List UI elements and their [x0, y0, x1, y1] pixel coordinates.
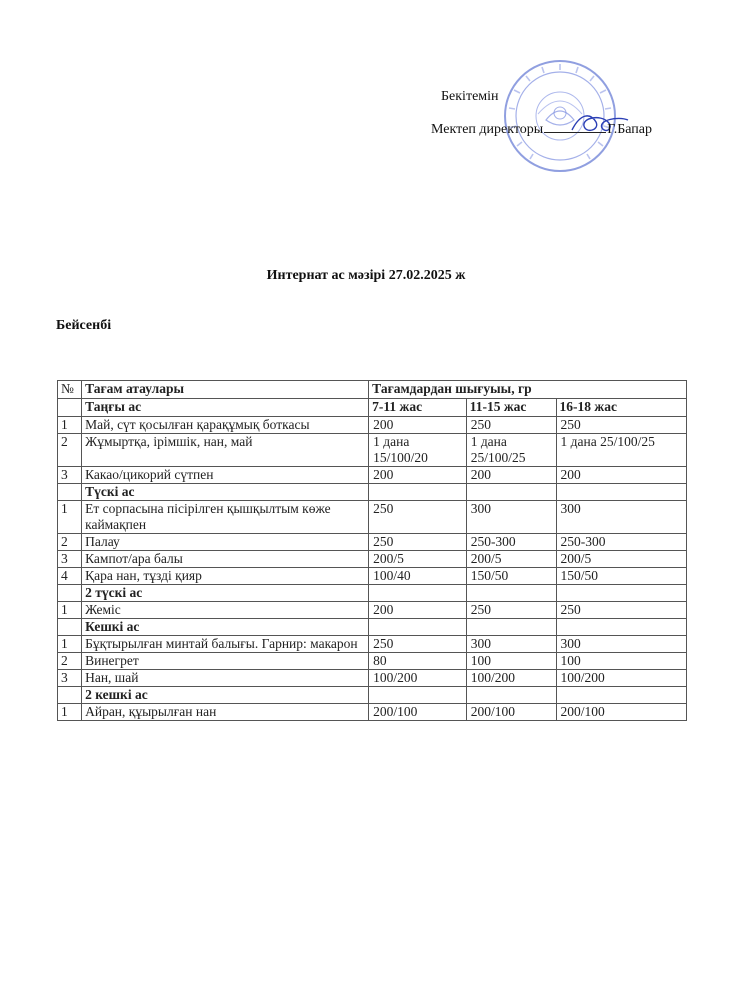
- meal-section-row: [58, 585, 687, 602]
- table-row: [58, 568, 687, 585]
- portion-7-11: 100/40: [369, 568, 467, 585]
- table-row: [58, 602, 687, 619]
- portion-7-11: 200/100: [369, 704, 467, 721]
- table-row: [58, 670, 687, 687]
- portion-11-15: 150/50: [466, 568, 556, 585]
- table-row: [58, 653, 687, 670]
- table-row: [58, 467, 687, 484]
- weekday-label: Бейсенбі: [56, 318, 112, 333]
- portion-11-15: 250: [466, 417, 556, 434]
- director-line: [431, 120, 652, 138]
- row-number: 3: [58, 467, 82, 484]
- signature-line: [544, 120, 606, 133]
- approve-word: Бекітемін: [441, 89, 499, 104]
- portion-7-11: 200: [369, 467, 467, 484]
- header-number: №: [58, 381, 82, 399]
- row-number: 1: [58, 417, 82, 434]
- header-dish-names: Тағам атаулары: [82, 381, 369, 399]
- meal-name: Түскі ас: [82, 484, 369, 501]
- dish-name: Айран, құырылған нан: [82, 704, 369, 721]
- portion-11-15: 200/5: [466, 551, 556, 568]
- document-title: Интернат ас мәзірі 27.02.2025 ж: [266, 268, 466, 283]
- row-number: 4: [58, 568, 82, 585]
- portion-11-15: 100: [466, 653, 556, 670]
- portion-11-15: 300: [466, 501, 556, 534]
- table-row: [58, 417, 687, 434]
- dish-name: Бұқтырылған минтай балығы. Гарнир: макарон: [82, 636, 369, 653]
- dish-name: Жеміс: [82, 602, 369, 619]
- portion-16-18: 150/50: [556, 568, 686, 585]
- portion-16-18: 250-300: [556, 534, 686, 551]
- row-number: 1: [58, 636, 82, 653]
- age-group-16-18: 16-18 жас: [556, 399, 686, 417]
- portion-16-18: 100: [556, 653, 686, 670]
- row-number: 1: [58, 602, 82, 619]
- approval-block: [0, 0, 732, 200]
- meal-section-row: [58, 484, 687, 501]
- age-group-11-15: 11-15 жас: [466, 399, 556, 417]
- meal-section-row: [58, 619, 687, 636]
- header-output: Тағамдардан шығуыы, гр: [369, 381, 687, 399]
- age-group-7-11: 7-11 жас: [369, 399, 467, 417]
- portion-7-11: 250: [369, 534, 467, 551]
- portion-16-18: 300: [556, 501, 686, 534]
- row-number: 1: [58, 501, 82, 534]
- portion-16-18: 100/200: [556, 670, 686, 687]
- portion-11-15: 1 дана 25/100/25: [466, 434, 556, 467]
- portion-11-15: 250: [466, 602, 556, 619]
- portion-16-18: 250: [556, 602, 686, 619]
- table-header-row: [58, 381, 687, 399]
- portion-7-11: 250: [369, 501, 467, 534]
- table-row: [58, 534, 687, 551]
- dish-name: Палау: [82, 534, 369, 551]
- table-row: [58, 704, 687, 721]
- row-number: 2: [58, 653, 82, 670]
- dish-name: Кампот/ара балы: [82, 551, 369, 568]
- row-number: 2: [58, 534, 82, 551]
- portion-16-18: 200: [556, 467, 686, 484]
- dish-name: Май, сүт қосылған қарақұмық боткасы: [82, 417, 369, 434]
- portion-11-15: 300: [466, 636, 556, 653]
- row-number: 3: [58, 551, 82, 568]
- row-number: 2: [58, 434, 82, 467]
- meal-section-row: [58, 687, 687, 704]
- meal-name: 2 кешкі ас: [82, 687, 369, 704]
- portion-16-18: 200/100: [556, 704, 686, 721]
- portion-11-15: 200/100: [466, 704, 556, 721]
- table-row: [58, 551, 687, 568]
- meal-name: Таңғы ас: [82, 399, 369, 417]
- portion-16-18: 1 дана 25/100/25: [556, 434, 686, 467]
- dish-name: Винегрет: [82, 653, 369, 670]
- portion-11-15: 250-300: [466, 534, 556, 551]
- dish-name: Ет сорпасына пісірілген қышқылтым көже каймақпен: [82, 501, 369, 534]
- portion-16-18: 250: [556, 417, 686, 434]
- portion-16-18: 200/5: [556, 551, 686, 568]
- dish-name: Какао/цикорий сүтпен: [82, 467, 369, 484]
- portion-7-11: 200/5: [369, 551, 467, 568]
- dish-name: Нан, шай: [82, 670, 369, 687]
- portion-7-11: 80: [369, 653, 467, 670]
- portion-7-11: 200: [369, 602, 467, 619]
- portion-11-15: 100/200: [466, 670, 556, 687]
- meal-name: Кешкі ас: [82, 619, 369, 636]
- portion-7-11: 100/200: [369, 670, 467, 687]
- table-subheader-row: [58, 399, 687, 417]
- row-number: 3: [58, 670, 82, 687]
- table-row: [58, 434, 687, 467]
- portion-11-15: 200: [466, 467, 556, 484]
- dish-name: Жұмыртқа, ірімшік, нан, май: [82, 434, 369, 467]
- table-row: [58, 501, 687, 534]
- meal-name: 2 түскі ас: [82, 585, 369, 602]
- director-name: Г.Бапар: [607, 122, 653, 137]
- dish-name: Қара нан, тұзді қияр: [82, 568, 369, 585]
- menu-table: [57, 380, 687, 721]
- portion-16-18: 300: [556, 636, 686, 653]
- portion-7-11: 1 дана 15/100/20: [369, 434, 467, 467]
- portion-7-11: 250: [369, 636, 467, 653]
- director-position: Мектеп директоры: [431, 122, 544, 137]
- table-row: [58, 636, 687, 653]
- row-number: 1: [58, 704, 82, 721]
- portion-7-11: 200: [369, 417, 467, 434]
